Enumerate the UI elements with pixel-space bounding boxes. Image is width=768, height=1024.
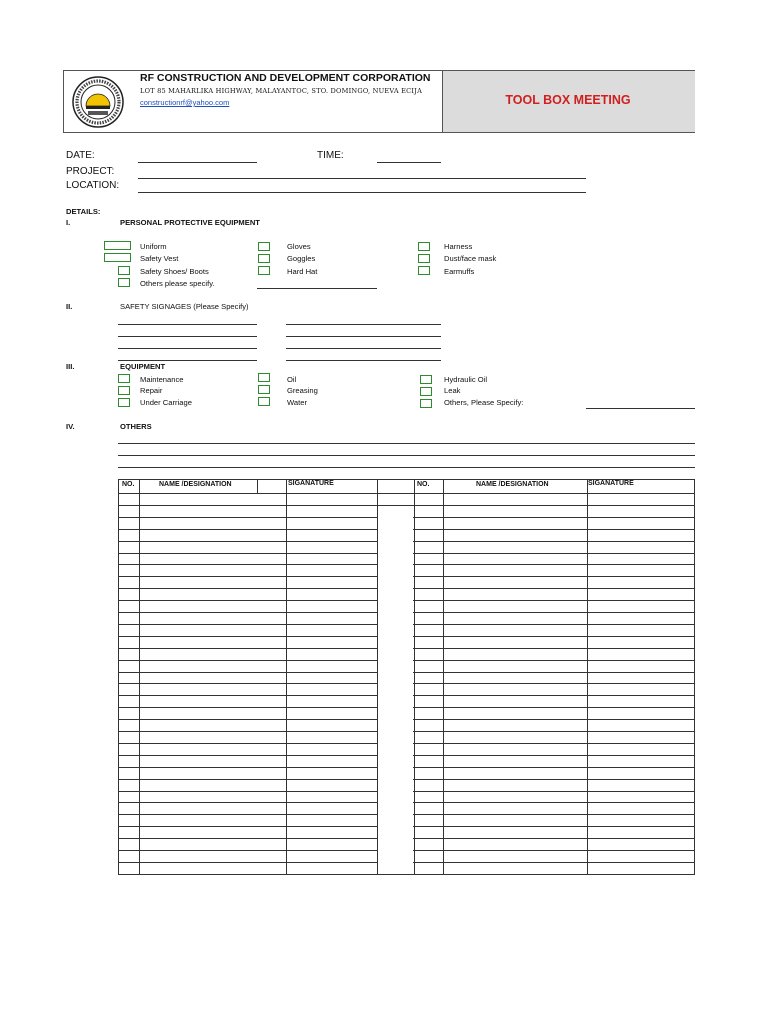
- checkbox-uniform[interactable]: [104, 241, 131, 250]
- checkbox-under-carriage[interactable]: [118, 398, 130, 407]
- location-label: LOCATION:: [66, 180, 120, 191]
- option-under-carriage: Under Carriage: [140, 398, 192, 407]
- option-hydraulic-oil: Hydraulic Oil: [444, 375, 488, 384]
- header-no-left: NO.: [122, 481, 135, 488]
- option-dust-mask: Dust/face mask: [444, 254, 497, 263]
- option-ppe-others: Others please specify.: [140, 279, 215, 288]
- time-field[interactable]: [377, 162, 441, 163]
- header-name-left: NAME /DESIGNATION: [159, 481, 232, 488]
- option-gloves: Gloves: [287, 242, 311, 251]
- ppe-others-field[interactable]: [257, 288, 377, 289]
- checkbox-dust-mask[interactable]: [418, 254, 430, 263]
- section-number-1: I.: [66, 218, 71, 227]
- date-label: DATE:: [66, 150, 95, 161]
- location-field[interactable]: [138, 192, 586, 193]
- checkbox-equipment-others[interactable]: [420, 399, 432, 408]
- company-address: LOT 85 MAHARLIKA HIGHWAY, MALAYANTOC, STO. DOMINGO, NUEVA ECIJA: [140, 87, 423, 95]
- option-safety-shoes: Safety Shoes/ Boots: [140, 267, 209, 276]
- checkbox-earmuffs[interactable]: [418, 266, 430, 275]
- table-row[interactable]: [119, 493, 694, 494]
- signage-line[interactable]: [286, 324, 441, 325]
- company-email-link[interactable]: constructionrf@yahoo.com: [140, 98, 230, 107]
- checkbox-gloves[interactable]: [258, 242, 270, 251]
- project-field[interactable]: [138, 178, 586, 179]
- checkbox-water[interactable]: [258, 397, 270, 406]
- section-number-4: IV.: [66, 422, 75, 431]
- checkbox-greasing[interactable]: [258, 385, 270, 394]
- option-earmuffs: Earmuffs: [444, 267, 475, 276]
- option-water: Water: [287, 398, 307, 407]
- checkbox-safety-shoes[interactable]: [118, 266, 130, 275]
- checkbox-leak[interactable]: [420, 387, 432, 396]
- equipment-others-field[interactable]: [586, 408, 695, 409]
- checkbox-ppe-others[interactable]: [118, 278, 130, 287]
- checkbox-goggles[interactable]: [258, 254, 270, 263]
- time-label: TIME:: [317, 150, 344, 161]
- option-leak: Leak: [444, 386, 461, 395]
- checkbox-safety-vest[interactable]: [104, 253, 131, 262]
- signage-line[interactable]: [118, 348, 257, 349]
- section-title-others: OTHERS: [120, 422, 152, 431]
- option-hard-hat: Hard Hat: [287, 267, 318, 276]
- option-repair: Repair: [140, 386, 163, 395]
- signage-line[interactable]: [118, 324, 257, 325]
- checkbox-maintenance[interactable]: [118, 374, 130, 383]
- company-logo: [72, 76, 124, 128]
- checkbox-oil[interactable]: [258, 373, 270, 382]
- header-signature-left: SIGANATURE: [288, 480, 334, 487]
- signage-line[interactable]: [118, 360, 257, 361]
- option-safety-vest: Safety Vest: [140, 254, 179, 263]
- option-maintenance: Maintenance: [140, 375, 184, 384]
- others-line[interactable]: [118, 443, 695, 444]
- table-spacer-column: [378, 506, 413, 874]
- option-oil: Oil: [287, 375, 297, 384]
- section-title-ppe: PERSONAL PROTECTIVE EQUIPMENT: [120, 218, 260, 227]
- others-line[interactable]: [118, 455, 695, 456]
- header-divider: [257, 480, 258, 493]
- checkbox-repair[interactable]: [118, 386, 130, 395]
- option-greasing: Greasing: [287, 386, 318, 395]
- signage-line[interactable]: [286, 336, 441, 337]
- header-signature-right: SIGANATURE: [588, 480, 634, 487]
- section-number-3: III.: [66, 362, 75, 371]
- others-line[interactable]: [118, 467, 695, 468]
- signage-line[interactable]: [286, 348, 441, 349]
- document-title: TOOL BOX MEETING: [505, 93, 631, 107]
- option-harness: Harness: [444, 242, 473, 251]
- section-title-equipment: EQUIPMENT: [120, 362, 166, 371]
- checkbox-harness[interactable]: [418, 242, 430, 251]
- checkbox-hard-hat[interactable]: [258, 266, 270, 275]
- header-name-right: NAME /DESIGNATION: [476, 481, 549, 488]
- option-equipment-others: Others, Please Specify:: [444, 398, 524, 407]
- signage-line[interactable]: [118, 336, 257, 337]
- details-label: DETAILS:: [66, 207, 101, 216]
- company-name: RF CONSTRUCTION AND DEVELOPMENT CORPORATION: [140, 72, 431, 84]
- section-title-signages: SAFETY SIGNAGES (Please Specify): [120, 302, 249, 311]
- attendance-table: [118, 479, 695, 875]
- option-goggles: Goggles: [287, 254, 316, 263]
- project-label: PROJECT:: [66, 166, 115, 177]
- section-number-2: II.: [66, 302, 73, 311]
- signage-line[interactable]: [286, 360, 441, 361]
- option-uniform: Uniform: [140, 242, 167, 251]
- checkbox-hydraulic-oil[interactable]: [420, 375, 432, 384]
- header-no-right: NO.: [417, 481, 430, 488]
- date-field[interactable]: [138, 162, 257, 163]
